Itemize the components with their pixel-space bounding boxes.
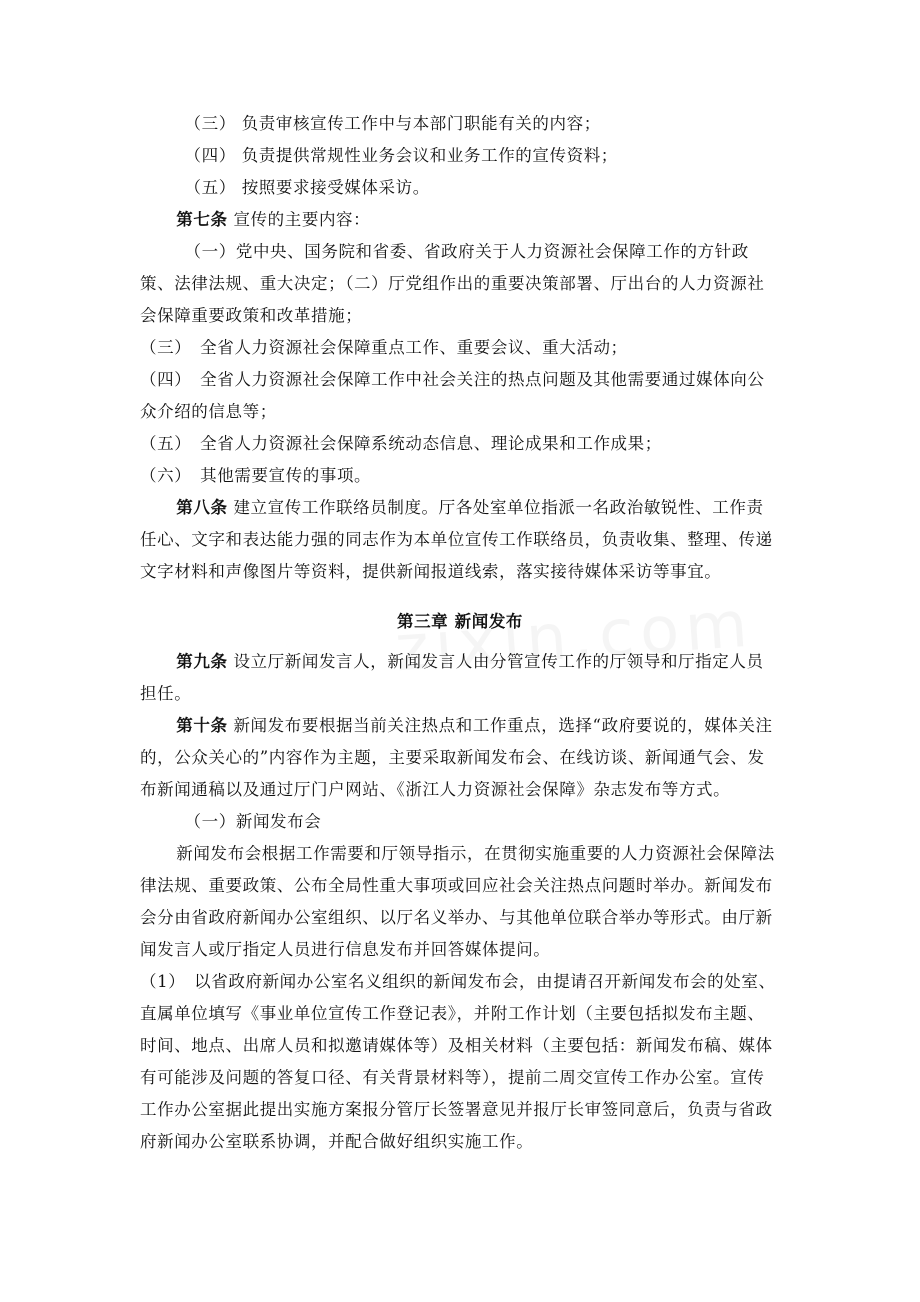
article-7-point-6: （六） 其他需要宣传的事项。 — [140, 466, 372, 485]
item-4: （四） 负责提供常规性业务会议和业务工作的宣传资料； — [184, 146, 618, 165]
article-10: 第十条 新闻发布要根据当前关注热点和工作重点，选择“政府要说的，媒体关注的，公众关心的”内容作为主题，主要采取新闻发布会、在线访谈、新闻通气会、发布新闻通稿以及通过厅门户网站、《浙江人力资源社会保障》杂志发布等方式。 — [140, 716, 773, 799]
article-7-point-1-2: （一）党中央、国务院和省委、省政府关于人力资源社会保障工作的方针政策、法律法规、重大决定；（二）厅党组作出的重要决策部署、厅出台的人力资源社会保障重要政策和改革措施； — [140, 242, 765, 325]
article-9-label: 第九条 — [176, 652, 228, 671]
article-7-label: 第七条 — [176, 210, 228, 229]
article-7-point-5: （五） 全省人力资源社会保障系统动态信息、理论成果和工作成果； — [140, 434, 662, 453]
subsection-title: （一）新闻发布会 — [184, 812, 322, 831]
item-3: （三） 负责审核宣传工作中与本部门职能有关的内容； — [184, 114, 601, 133]
subsection-paragraph: 新闻发布会根据工作需要和厅领导指示，在贯彻实施重要的人力资源社会保障法律法规、重要政策、公布全局性重大事项或回应社会关注热点问题时举办。新闻发布会分由省政府新闻办公室组织、以厅名义举办、与其他单位联合举办等形式。由厅新闻发言人或厅指定人员进行信息发布并回答媒体提问。 — [140, 844, 775, 959]
article-9: 第九条 设立厅新闻发言人，新闻发言人由分管宣传工作的厅领导和厅指定人员担任。 — [140, 652, 764, 703]
article-7-point-4: （四） 全省人力资源社会保障工作中社会关注的热点问题及其他需要通过媒体向公众介绍的信息等； — [140, 370, 765, 421]
article-10-label: 第十条 — [176, 716, 228, 735]
chapter-title: 第三章 新闻发布 — [396, 612, 524, 631]
document-body — [140, 108, 780, 1158]
article-8: 第八条 建立宣传工作联络员制度。厅各处室单位指派一名政治敏锐性、工作责任心、文字和表达能力强的同志作为本单位宣传工作联络员，负责收集、整理、传递文字材料和声像图片等资料，提供新闻报道线索，落实接待媒体采访等事宜。 — [140, 498, 773, 581]
article-7: 第七条 宣传的主要内容： — [176, 210, 371, 229]
list-item-1: （1） 以省政府新闻办公室名义组织的新闻发布会，由提请召开新闻发布会的处室、直属单位填写《事业单位宣传工作登记表》，并附工作计划（主要包括拟发布主题、时间、地点、出席人员和拟邀请媒体等）及相关材料（主要包括：新闻发布稿、媒体有可能涉及问题的答复口径、有关背景材料等），提前二周交宣传工作办公室。宣传工作办公室据此提出实施方案报分管厅长签署意见并报厅长审签同意后，负责与省政府新闻办公室联系协调，并配合做好组织实施工作。 — [140, 972, 776, 1151]
article-7-point-3: （三） 全省人力资源社会保障重点工作、重要会议、重大活动； — [140, 338, 628, 357]
item-5: （五） 按照要求接受媒体采访。 — [184, 178, 430, 197]
article-8-label: 第八条 — [176, 498, 228, 517]
